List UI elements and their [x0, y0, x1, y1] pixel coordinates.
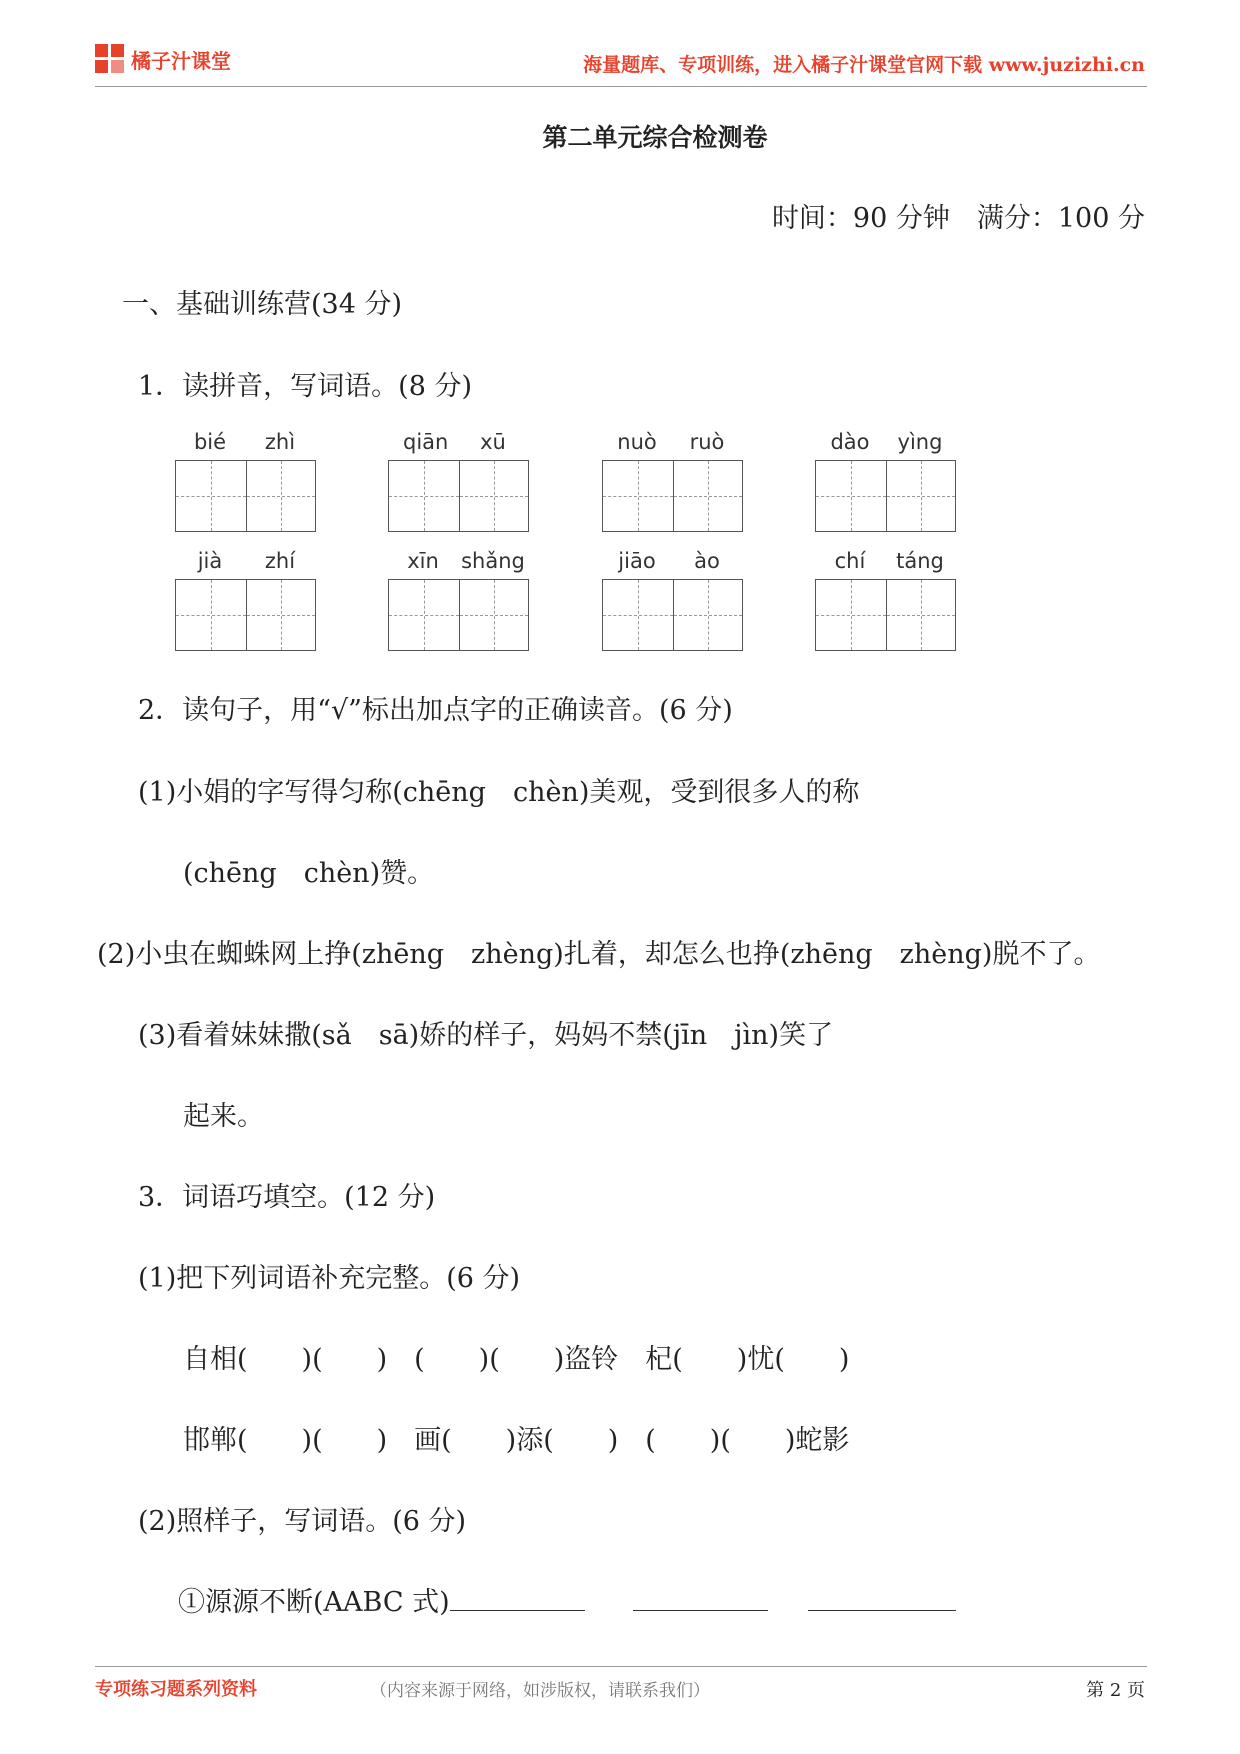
writing-box[interactable]: [815, 460, 956, 532]
pinyin-syllable: zhí: [264, 549, 296, 573]
pinyin-syllable: táng: [896, 549, 944, 573]
sentence-3-line-1: (3)看着妹妹撒(sǎ sā)娇的样子，妈妈不禁(jīn jìn)笑了: [138, 1020, 834, 1051]
writing-box[interactable]: [175, 460, 316, 532]
pinyin-syllable: ruò: [689, 430, 725, 454]
writing-box[interactable]: [388, 579, 529, 651]
sentence-2-line-1: (2)小虫在蜘蛛网上挣(zhēng zhèng)扎着，却怎么也挣(zhēng zhèng)脱不了。: [97, 939, 1101, 970]
pinyin-syllable: chí: [834, 549, 866, 573]
sentence-3-line-2: 起来。: [183, 1101, 264, 1132]
pinyin-syllable: jià: [197, 549, 223, 573]
pinyin-syllable: xīn: [407, 549, 439, 573]
writing-box[interactable]: [602, 579, 743, 651]
idiom-row-1: 自相( )( ) ( )( )盗铃 杞( )忧( ): [183, 1344, 850, 1375]
pinyin-syllable: nuò: [617, 430, 657, 454]
writing-box[interactable]: [388, 460, 529, 532]
footer-copyright: （内容来源于网络，如涉版权，请联系我们）: [370, 1681, 710, 1701]
answer-blank-1[interactable]: [450, 1584, 585, 1611]
idiom-row-2: 邯郸( )( ) 画( )添( ) ( )( )蛇影: [183, 1425, 850, 1456]
pinyin-syllable: yìng: [897, 430, 943, 454]
answer-blank-3[interactable]: [808, 1584, 956, 1611]
question-3-heading: 3．词语巧填空。(12 分): [138, 1182, 436, 1213]
pinyin-syllable: zhì: [264, 430, 296, 454]
pinyin-syllable: ào: [694, 549, 720, 573]
footer-series: 专项练习题系列资料: [95, 1679, 257, 1700]
page-number: 第 2 页: [1086, 1680, 1145, 1701]
logo: [95, 44, 231, 74]
question-2-heading: 2．读句子，用“√”标出加点字的正确读音。(6 分): [138, 695, 733, 726]
sentence-1-line-2: (chēng chèn)赞。: [183, 858, 435, 889]
pinyin-syllable: shǎng: [461, 549, 525, 573]
logo-icon: [95, 44, 125, 74]
sub-question-2: (2)照样子，写词语。(6 分): [138, 1506, 467, 1537]
pinyin-syllable: bié: [193, 430, 227, 454]
logo-text: 橘子汁课堂: [131, 48, 231, 73]
page-title: 第二单元综合检测卷: [542, 123, 768, 152]
example-row: [178, 1580, 956, 1619]
pinyin-syllable: dào: [830, 430, 870, 454]
pinyin-syllable: jiāo: [618, 549, 656, 573]
sub-question-1: (1)把下列词语补充完整。(6 分): [138, 1263, 521, 1294]
sentence-1-line-1: (1)小娟的字写得匀称(chēng chèn)美观，受到很多人的称: [138, 777, 860, 808]
header-tagline: 海量题库、专项训练，进入橘子汁课堂官网下载 www.juzizhi.cn: [583, 54, 1145, 76]
header-divider: [95, 86, 1147, 87]
answer-blank-2[interactable]: [633, 1584, 768, 1611]
pinyin-syllable: qiān: [403, 430, 449, 454]
footer-divider: [95, 1666, 1147, 1667]
time-info: 时间：90 分钟 满分：100 分: [771, 203, 1145, 234]
section-heading: 一、基础训练营(34 分): [122, 289, 403, 320]
writing-box[interactable]: [602, 460, 743, 532]
pinyin-syllable: xū: [480, 430, 506, 454]
example-label: ①源源不断(AABC 式): [178, 1587, 450, 1618]
question-1-heading: 1．读拼音，写词语。(8 分): [138, 371, 473, 402]
writing-box[interactable]: [175, 579, 316, 651]
writing-box[interactable]: [815, 579, 956, 651]
